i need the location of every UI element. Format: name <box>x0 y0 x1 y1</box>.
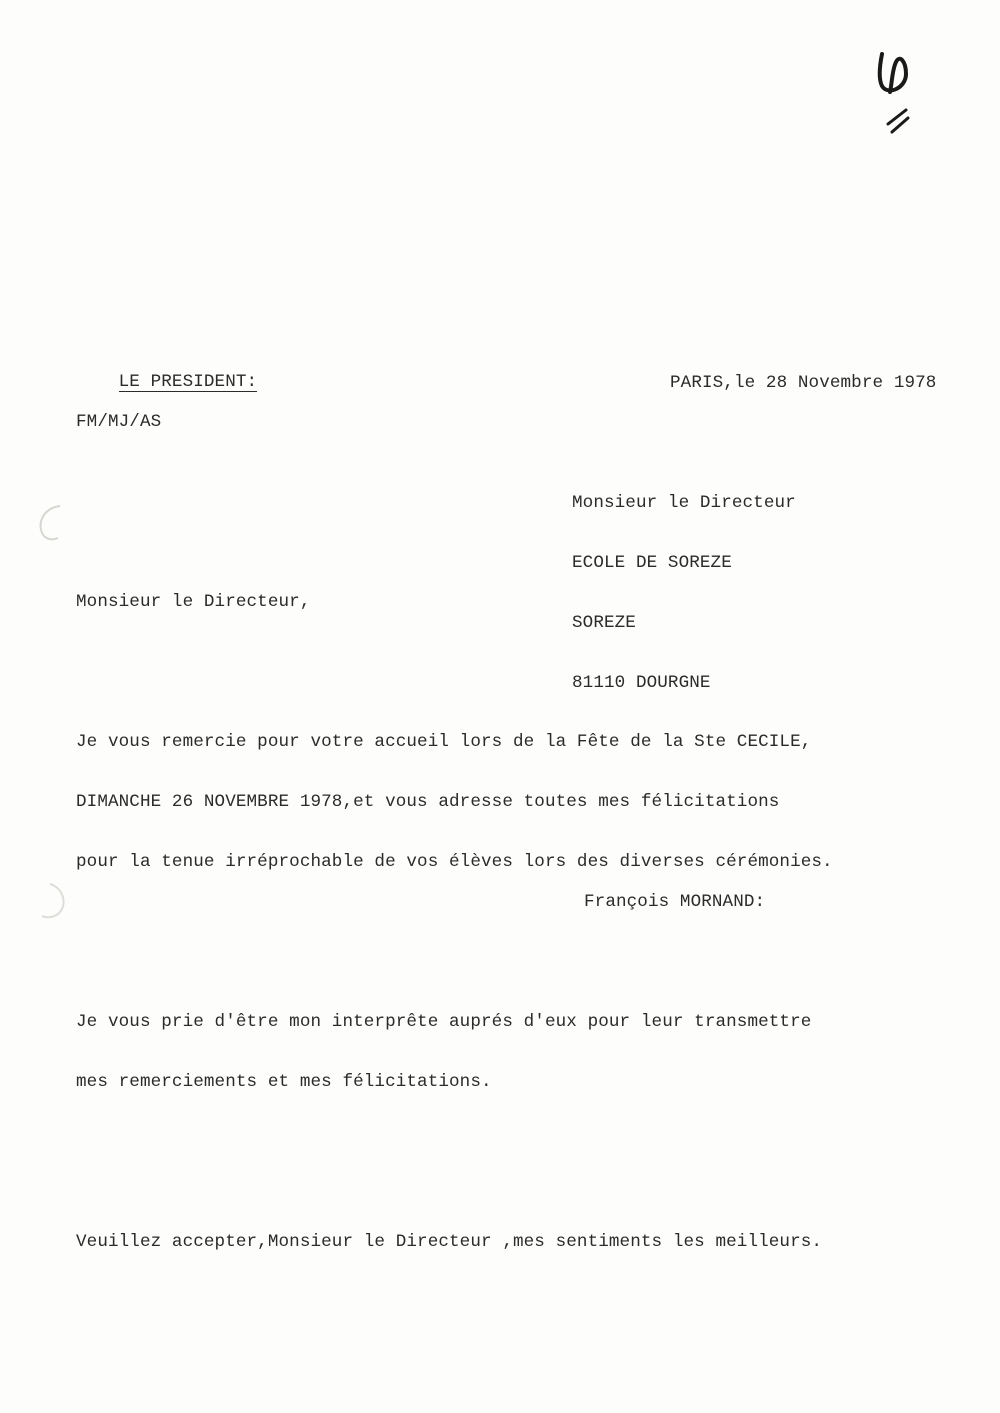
sender-block <box>76 352 257 472</box>
body-line: DIMANCHE 26 NOVEMBRE 1978,et vous adresse toutes mes félicitations <box>76 792 780 812</box>
salutation: Monsieur le Directeur, <box>76 592 311 612</box>
body-line: Je vous remercie pour votre accueil lors de la Fête de la Ste CECILE, <box>76 732 812 752</box>
recipient-line: ECOLE DE SOREZE <box>572 553 732 573</box>
date-line: PARIS,le 28 Novembre 1978 <box>670 373 937 393</box>
punch-hole-mark-icon <box>30 500 70 546</box>
punch-hole-mark-icon <box>30 880 74 924</box>
body-line: Veuillez accepter,Monsieur le Directeur ,mes sentiments les meilleurs. <box>76 1232 823 1252</box>
recipient-line: SOREZE <box>572 613 636 633</box>
paragraph-thanks <box>76 692 833 912</box>
sender-title: LE PRESIDENT: <box>118 372 258 392</box>
paragraph-request <box>76 972 833 1132</box>
signature: François MORNAND: <box>584 892 766 912</box>
recipient-line: Monsieur le Directeur <box>572 493 796 513</box>
body-line: pour la tenue irréprochable de vos élèves lors des diverses cérémonies. <box>76 852 833 872</box>
letter-body <box>76 652 833 1332</box>
body-line: mes remerciements et mes félicitations. <box>76 1072 492 1092</box>
sender-reference: FM/MJ/AS <box>76 412 162 432</box>
paragraph-closing <box>76 1192 833 1292</box>
body-line: Je vous prie d'être mon interprête auprés d'eux pour leur transmettre <box>76 1012 812 1032</box>
handwritten-mark-icon <box>862 40 932 140</box>
recipient-line: 81110 DOURGNE <box>572 673 711 693</box>
